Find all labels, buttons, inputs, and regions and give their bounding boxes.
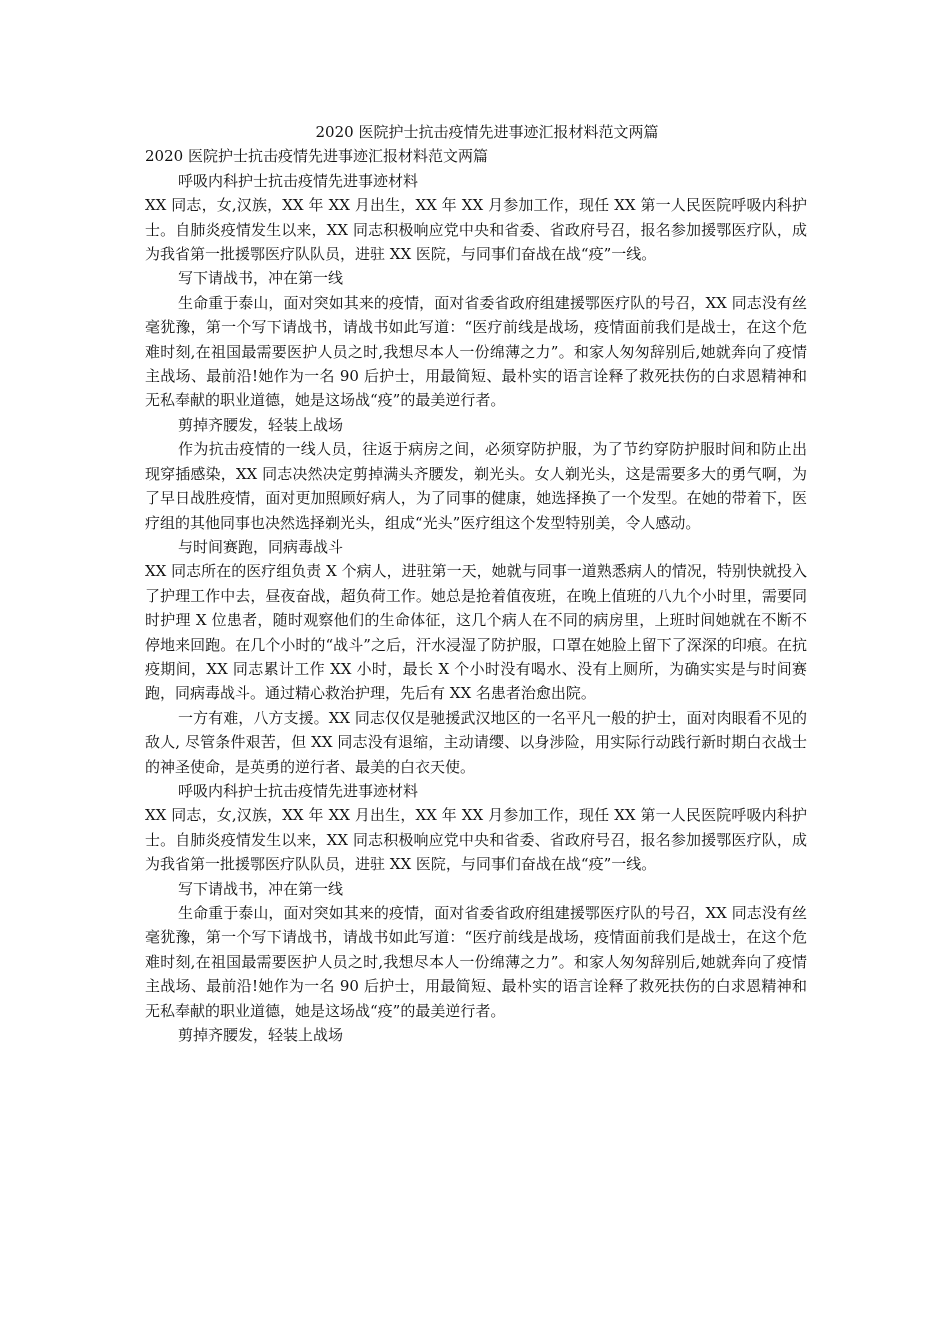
body-paragraph: 生命重于泰山，面对突如其来的疫情，面对省委省政府组建援鄂医疗队的号召，XX 同志没有丝毫犹豫，第一个写下请战书，请战书如此写道：“医疗前线是战场，疫情面前我们是战士，在这个危难时刻,在祖国最需要医护人员之时,我想尽本人一份绵薄之力”。和家人匆匆辞别后,她就奔向了疫情主战场、最前沿!她作为一名 90 后护士，用最简短、最朴实的语言诠释了救死扶伤的白求恩精神和无私奉献的职业道德，她是这场战“疫”的最美逆行者。 (145, 904, 807, 1020)
document-subtitle: 2020 医院护士抗击疫情先进事迹汇报材料范文两篇 (145, 147, 488, 166)
section-heading: 呼吸内科护士抗击疫情先进事迹材料 (178, 781, 419, 800)
body-paragraph: 作为抗击疫情的一线人员，往返于病房之间，必须穿防护服，为了节约穿防护服时间和防止出现穿插感染，XX 同志决然决定剪掉满头齐腰发，剃光头。女人剃光头，这是需要多大的勇气啊，为了早日战胜疫情，面对更加照顾好病人，为了同事的健康，她选择换了一个发型。在她的带着下，医疗组的其他同事也决然选择剃光头，组成“光头”医疗组这个发型特别美，令人感动。 (145, 440, 807, 532)
body-paragraph: XX 同志所在的医疗组负责 X 个病人，进驻第一天，她就与同事一道熟悉病人的情况，特别快就投入了护理工作中去，昼夜奋战，超负荷工作。她总是抢着值夜班，在晚上值班的八九个小时里，需要同时护理 X 位患者，随时观察他们的生命体征，这几个病人在不同的病房里，上班时间她就在不断不停地来回跑。在几个小时的“战斗”之后，汗水浸湿了防护服，口罩在她脸上留下了深深的印痕。在抗疫期间，XX 同志累计工作 XX 小时，最长 X 个小时没有喝水、没有上厕所，为确实实是与时间赛跑，同病毒战斗。通过精心救治护理，先后有 XX 名患者治愈出院。 (145, 562, 807, 703)
body-paragraph: XX 同志，女,汉族，XX 年 XX 月出生，XX 年 XX 月参加工作，现任 XX 第一人民医院呼吸内科护士。自肺炎疫情发生以来，XX 同志积极响应党中央和省委、省政府号召，报名参加援鄂医疗队，成为我省第一批援鄂医疗队队员，进驻 XX 医院，与同事们奋战在战“疫”一线。 (145, 806, 807, 874)
document-blocks (145, 169, 807, 1048)
body-paragraph: 一方有难，八方支援。XX 同志仅仅是驰援武汉地区的一名平凡一般的护士，面对肉眼看不见的敌人, 尽管条件艰苦，但 XX 同志没有退缩，主动请缨、以身涉险，用实际行动践行新时期白衣战士的神圣使命，是英勇的逆行者、最美的白衣天使。 (145, 708, 807, 776)
section-heading: 写下请战书，冲在第一线 (178, 879, 344, 898)
body-paragraph: 生命重于泰山，面对突如其来的疫情，面对省委省政府组建援鄂医疗队的号召，XX 同志没有丝毫犹豫，第一个写下请战书，请战书如此写道：“医疗前线是战场，疫情面前我们是战士，在这个危难时刻,在祖国最需要医护人员之时,我想尽本人一份绵薄之力”。和家人匆匆辞别后,她就奔向了疫情主战场、最前沿!她作为一名 90 后护士，用最简短、最朴实的语言诠释了救死扶伤的白求恩精神和无私奉献的职业道德，她是这场战“疫”的最美逆行者。 (145, 293, 807, 410)
document-title: 2020 医院护士抗击疫情先进事迹汇报材料范文两篇 (315, 123, 659, 141)
document-body (145, 120, 807, 1047)
section-heading: 与时间赛跑，同病毒战斗 (178, 537, 344, 556)
section-heading: 剪掉齐腰发，轻装上战场 (178, 1026, 344, 1045)
body-paragraph: XX 同志，女,汉族，XX 年 XX 月出生，XX 年 XX 月参加工作，现任 XX 第一人民医院呼吸内科护士。自肺炎疫情发生以来，XX 同志积极响应党中央和省委、省政府号召，报名参加援鄂医疗队，成为我省第一批援鄂医疗队队员，进驻 XX 医院，与同事们奋战在战“疫”一线。 (145, 196, 807, 264)
section-heading: 写下请战书，冲在第一线 (178, 269, 344, 288)
section-heading: 剪掉齐腰发，轻装上战场 (178, 415, 344, 434)
section-heading: 呼吸内科护士抗击疫情先进事迹材料 (178, 171, 419, 190)
